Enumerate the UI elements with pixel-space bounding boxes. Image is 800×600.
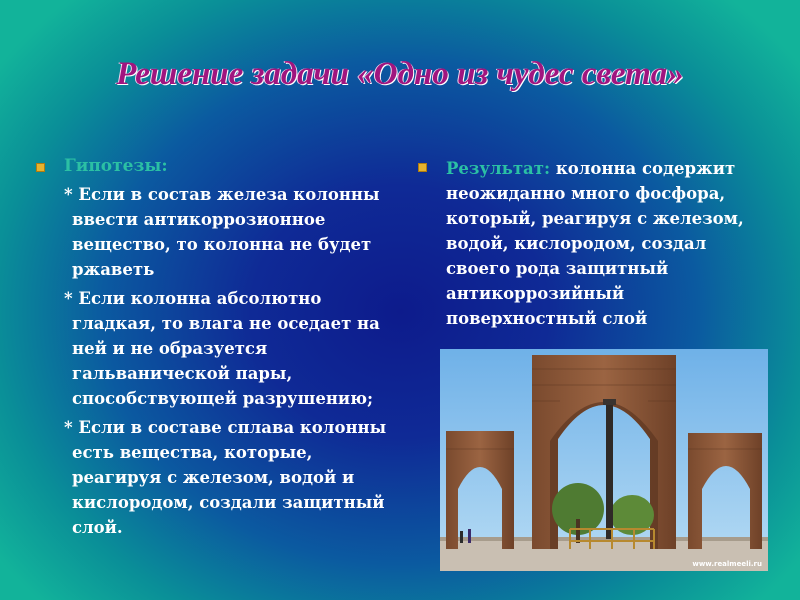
bullet-icon — [36, 163, 45, 172]
bullet-icon — [418, 163, 427, 172]
result-text: колонна содержит неожиданно много фосфора, который, реагируя с железом, водой, кислородом, создал своего рода защитный антикоррозийный поверхностный слой — [446, 159, 744, 328]
slide-title: Решение задачи «Одно из чудес света» — [116, 56, 684, 92]
hypothesis-item-3: * Если в составе сплава колонны есть вещества, которые, реагируя с железом, водой и кислородом, создали защитный слой. — [64, 418, 387, 537]
iron-pillar-photo — [440, 349, 768, 571]
hypothesis-item-1: * Если в состав железа колонны ввести антикоррозионное вещество, то колонна не будет ржаветь — [64, 185, 380, 279]
hypothesis-item-2: * Если колонна абсолютно гладкая, то влага не оседает на ней и не образуется гальванической пары, способствующей разрушению; — [64, 289, 380, 408]
ruins-illustration — [440, 349, 768, 571]
hypotheses-label: Гипотезы: — [64, 156, 168, 176]
result-label: Результат: — [446, 159, 556, 178]
hypotheses-header — [36, 156, 396, 176]
photo-watermark: www.realmeeli.ru — [692, 560, 762, 568]
hypotheses-column — [36, 156, 396, 540]
result-paragraph — [418, 156, 768, 331]
result-column — [418, 156, 768, 331]
